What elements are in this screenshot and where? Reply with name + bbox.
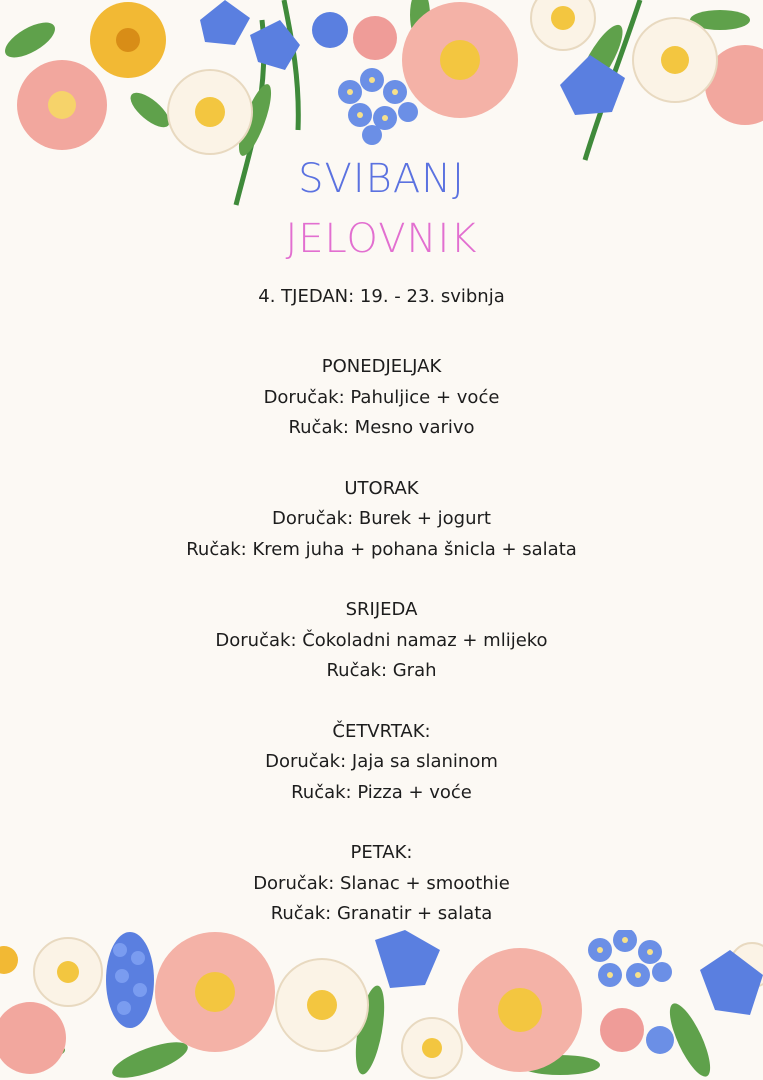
breakfast-item: Doručak: Pahuljice + voće [263,386,500,408]
day-block-friday [0,838,763,930]
menu-title: JELOVNIK [285,216,478,262]
day-name: SRIJEDA [345,599,418,620]
lunch-item: Ručak: Granatir + salata [270,903,493,924]
day-name: ČETVRTAK: [332,720,431,742]
day-name: PETAK: [350,842,413,863]
day-block-monday [0,352,763,444]
week-range: 4. TJEDAN: 19. - 23. svibnja [258,286,505,307]
breakfast-item: Doručak: Jaja sa slaninom [265,751,498,772]
breakfast-item: Doručak: Čokoladni namaz + mlijeko [215,629,548,651]
lunch-item: Ručak: Mesno varivo [288,417,475,438]
menu-days [0,352,763,960]
floral-border-bottom-icon [0,930,763,1080]
lunch-item: Ručak: Grah [326,660,437,681]
breakfast-item: Doručak: Slanac + smoothie [253,872,510,894]
day-block-thursday [0,717,763,809]
day-block-wednesday [0,595,763,687]
lunch-item: Ručak: Krem juha + pohana šnicla + salata [186,538,577,560]
day-name: PONEDJELJAK [321,356,442,377]
month-title: SVIBANJ [298,156,465,202]
lunch-item: Ručak: Pizza + voće [291,781,472,803]
breakfast-item: Doručak: Burek + jogurt [272,508,491,529]
day-block-tuesday [0,474,763,566]
day-name: UTORAK [344,477,419,499]
